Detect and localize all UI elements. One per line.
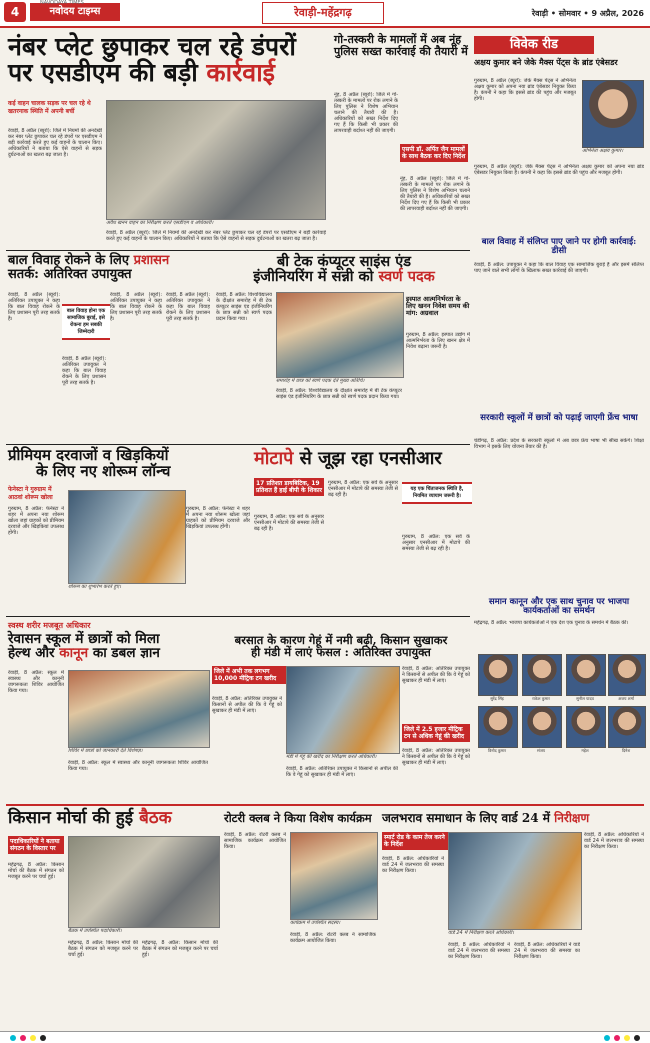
registration-mark bbox=[624, 1035, 630, 1041]
rotary-headline: रोटरी क्लब ने किया विशेष कार्यक्रम bbox=[224, 811, 372, 825]
portrait-4-name: अजय शर्मा bbox=[618, 696, 634, 701]
premium-photo bbox=[68, 490, 186, 584]
wheat-body: रेवाड़ी, 8 अप्रैल: अतिरिक्त उपायुक्त ने किसानों से अपील की कि वे गेहूं को सुखाकर ही मंडी में लाएं। bbox=[212, 696, 282, 714]
page-header bbox=[0, 0, 650, 28]
atmanirbhar-headline: इस्पात आत्मनिर्भरता के लिए खनन निवेश समय की मांग: अग्रवाल bbox=[406, 295, 470, 317]
rotary-photo bbox=[290, 832, 378, 920]
kisan-headline: किसान मोर्चा की हुई बैठक bbox=[8, 808, 172, 828]
edition-note: NAVODAYA TIMES bbox=[40, 0, 84, 6]
health-headline: रेवासन स्कूल में छात्रों को मिला हेल्थ और कानून का डबल ज्ञान bbox=[8, 631, 160, 662]
marriage-headline: बाल विवाह में संलिप्त पाए जाने पर होगी कार्रवाई: डीसी bbox=[481, 237, 637, 256]
lead-headline: नंबर प्लेट छुपाकर चल रहे डंपरों पर एसडीएम की बड़ी कार्रवाई bbox=[8, 32, 296, 88]
child-pullquote: बाल विवाह होना एक सामाजिक बुराई, इसे रोकना हम सबकी जिम्मेदारी bbox=[62, 304, 110, 340]
dateline: रेवाड़ी • सोमवार • 9 अप्रैल, 2026 bbox=[531, 9, 644, 18]
child-body-4: रेवाड़ी, 8 अप्रैल (ब्यूरो): अतिरिक्त उपायुक्त ने कहा कि बाल विवाह रोकने के लिए प्रशासन पूरी तरह सतर्क है। bbox=[166, 292, 210, 322]
obesity-body-2: गुरुग्राम, 8 अप्रैल: एक सर्वे के अनुसार एनसीआर में मोटापे की समस्या तेजी से बढ़ रही है। bbox=[328, 480, 398, 498]
obesity-quote: यह एक चिंताजनक स्थिति है, नियमित व्यायाम जरूरी है। bbox=[402, 482, 472, 504]
vivek-body: गुरुग्राम, 8 अप्रैल (ब्यूरो): जेके मैक्स पेंट्स ने अभिनेता अक्षय कुमार को अपना नया ब्रांड एंबेसडर नियुक्त किया है। कंपनी ने कहा कि इससे ब्रांड की पहुंच और मजबूत होगी। bbox=[474, 78, 576, 102]
registration-mark bbox=[20, 1035, 26, 1041]
premium-body: गुरुग्राम, 8 अप्रैल: फेनेस्टा ने शहर में अपना नया शोरूम खोला जहां ग्राहकों को प्रीमियम दरवाजे और खिड़कियां उपलब्ध होंगी। bbox=[8, 506, 64, 536]
portrait-6 bbox=[522, 706, 562, 748]
water-body: रेवाड़ी, 8 अप्रैल: अधिकारियों ने वार्ड 24 में जलभराव की समस्या का निरीक्षण किया। bbox=[382, 856, 444, 874]
vivek-headline: अक्षय कुमार बने जेके मैक्स पेंट्स के ब्रांड एंबेसडर bbox=[474, 57, 618, 67]
wheat-sub-2: जिले में 2.5 हजार मीट्रिक टन से अधिक गेहूं की खरीद bbox=[402, 724, 470, 742]
child-body: रेवाड़ी, 8 अप्रैल (ब्यूरो): अतिरिक्त उपायुक्त ने कहा कि बाल विवाह रोकने के लिए प्रशासन पूरी तरह सतर्क है। bbox=[8, 292, 60, 322]
btech-caption: समारोह में छात्र को स्वर्ण पदक देते मुख्य अतिथि। bbox=[276, 378, 365, 384]
wheat-body-4: रेवाड़ी, 8 अप्रैल: अतिरिक्त उपायुक्त ने किसानों से अपील की कि वे गेहूं को सुखाकर ही मंडी में लाएं। bbox=[402, 748, 470, 766]
kisan-body: महेंद्रगढ़, 8 अप्रैल: किसान मोर्चा की बैठक में संगठन को मजबूत करने पर चर्चा हुई। bbox=[8, 862, 64, 880]
registration-mark bbox=[30, 1035, 36, 1041]
child-body-3: रेवाड़ी, 8 अप्रैल (ब्यूरो): अतिरिक्त उपायुक्त ने कहा कि बाल विवाह रोकने के लिए प्रशासन पूरी तरह सतर्क है। bbox=[110, 292, 162, 322]
portrait-2-name: राकेश कुमार bbox=[532, 696, 550, 701]
health-caption: शिविर में छात्रों को जानकारी देते विशेषज्ञ। bbox=[68, 748, 143, 754]
wheat-sub: जिले में अभी तक लगभग 10,000 मीट्रिक टन खरीद bbox=[212, 666, 286, 684]
btech-photo bbox=[276, 292, 404, 378]
water-headline: जलभराव समाधान के लिए वार्ड 24 में निरीक्षण bbox=[382, 811, 590, 825]
child-body-2: रेवाड़ी, 8 अप्रैल (ब्यूरो): अतिरिक्त उपायुक्त ने कहा कि बाल विवाह रोकने के लिए प्रशासन पूरी तरह सतर्क है। bbox=[62, 356, 106, 386]
cow-body: नूंह, 8 अप्रैल (ब्यूरो): जिले में गो-तस्करी के मामलों पर रोक लगाने के लिए पुलिस ने विशेष अभियान चलाने की तैयारी की है। अधिकारियों को सख्त निर्देश दिए गए हैं कि किसी भी प्रकार की लापरवाही बर्दाश्त नहीं की जाएगी। bbox=[334, 92, 398, 134]
obesity-body-3: गुरुग्राम, 8 अप्रैल: एक सर्वे के अनुसार एनसीआर में मोटापे की समस्या तेजी से बढ़ रही है। bbox=[402, 534, 470, 552]
obesity-headline: मोटापे से जूझ रहा एनसीआर bbox=[254, 448, 442, 469]
child-headline: बाल विवाह रोकने के लिए प्रशासन सतर्क: अतिरिक्त उपायुक्त bbox=[8, 253, 170, 282]
portrait-7-name: महेश bbox=[581, 748, 589, 753]
portrait-3-name: सुनील यादव bbox=[576, 696, 594, 701]
portrait-1 bbox=[478, 654, 518, 696]
rotary-body-2: रेवाड़ी, 8 अप्रैल: रोटरी क्लब ने सामाजिक कार्यक्रम आयोजित किया। bbox=[290, 932, 376, 944]
registration-mark bbox=[614, 1035, 620, 1041]
divider bbox=[6, 444, 470, 445]
portrait-5-name: विनोद कुमार bbox=[487, 748, 507, 753]
btech-body: रेवाड़ी, 8 अप्रैल: विश्वविद्यालय के दीक्षांत समारोह में बी टेक कंप्यूटर साइंस एंड इंजीनियरिंग के छात्र सन्नी को स्वर्ण पदक प्रदान किया गया। bbox=[216, 292, 272, 322]
cow-sub: एसपी डॉ. अर्पित जैन मामलों के साथ बैठक कर दिए निर्देश bbox=[400, 144, 468, 162]
portrait-6-name: संजय bbox=[537, 748, 545, 753]
premium-headline: प्रीमियम दरवाजों व खिड़कियों के लिए नए शोरूम लॉन्च bbox=[8, 446, 171, 480]
wheat-body-3: रेवाड़ी, 8 अप्रैल: अतिरिक्त उपायुक्त ने किसानों से अपील की कि वे गेहूं को सुखाकर ही मंडी में लाएं। bbox=[402, 666, 470, 684]
lead-subhead: कई वाहन चालक सड़क पर चल रहे थे खतरनाक स्थिति में अपनी बचीं bbox=[8, 100, 91, 115]
divider bbox=[6, 250, 470, 251]
lead-photo bbox=[106, 100, 326, 220]
vivek-caption: अभिनेता अक्षय कुमार। bbox=[582, 148, 624, 154]
obesity-body: गुरुग्राम, 8 अप्रैल: एक सर्वे के अनुसार एनसीआर में मोटापे की समस्या तेजी से बढ़ रही है। bbox=[254, 514, 324, 532]
rotary-caption: कार्यक्रम में उपस्थित सदस्य। bbox=[290, 920, 341, 926]
water-body-4: रेवाड़ी, 8 अप्रैल: अधिकारियों ने वार्ड 24 में जलभराव की समस्या का निरीक्षण किया। bbox=[584, 832, 644, 850]
premium-body-2: गुरुग्राम, 8 अप्रैल: फेनेस्टा ने शहर में अपना नया शोरूम खोला जहां ग्राहकों को प्रीमियम दरवाजे और खिड़कियां उपलब्ध होंगी। bbox=[186, 506, 250, 530]
portrait-2 bbox=[522, 654, 562, 696]
premium-caption: शोरूम का शुभारंभ करते हुए। bbox=[68, 584, 121, 590]
portrait-5 bbox=[478, 706, 518, 748]
portrait-8 bbox=[608, 706, 646, 748]
wheat-photo bbox=[286, 666, 400, 754]
registration-mark bbox=[604, 1035, 610, 1041]
lead-body-cont: रेवाड़ी, 8 अप्रैल (ब्यूरो): जिले में नियमों की अनदेखी कर नंबर प्लेट छुपाकर चल रहे डंपरों पर एसडीएम ने बड़ी कार्रवाई करते हुए कई वाहनों के चालान किए। अधिकारियों ने बताया कि ऐसे वाहनों से सड़क दुर्घटनाओं का खतरा बढ़ जाता है। bbox=[106, 230, 326, 242]
cow-headline: गो-तस्करी के मामलों में अब नूंह पुलिस सख्त कार्रवाई की तैयारी में bbox=[334, 33, 468, 58]
masthead-logo: नवोदय टाइम्स bbox=[30, 3, 120, 21]
wheat-headline: बरसात के कारण गेहूं में नमी बढ़ी, किसान सुखाकर ही मंडी में लाएं फसल : अतिरिक्त उपायुक्त bbox=[234, 633, 448, 660]
btech-body-2: रेवाड़ी, 8 अप्रैल: विश्वविद्यालय के दीक्षांत समारोह में बी टेक कंप्यूटर साइंस एंड इंजीनियरिंग के छात्र सन्नी को स्वर्ण पदक प्रदान किया गया। bbox=[276, 388, 402, 400]
french-body: चंडीगढ़, 8 अप्रैल: प्रदेश के सरकारी स्कूलों में अब छात्र फ्रेंच भाषा भी सीख सकेंगे। शिक्षा विभाग ने इसके लिए योजना तैयार की है। bbox=[474, 438, 644, 450]
registration-mark bbox=[634, 1035, 640, 1041]
health-photo bbox=[68, 670, 210, 748]
kisan-body-3: महेंद्रगढ़, 8 अप्रैल: किसान मोर्चा की बैठक में संगठन को मजबूत करने पर चर्चा हुई। bbox=[142, 940, 218, 958]
lead-body: रेवाड़ी, 8 अप्रैल (ब्यूरो): जिले में नियमों की अनदेखी कर नंबर प्लेट छुपाकर चल रहे डंपरों पर एसडीएम ने बड़ी कार्रवाई करते हुए कई वाहनों के चालान किए। अधिकारियों ने बताया कि ऐसे वाहनों से सड़क दुर्घटनाओं का खतरा बढ़ जाता है। bbox=[8, 128, 102, 158]
btech-headline: बी टेक कंप्यूटर साइंस एंड इंजीनियरिंग में सन्नी को स्वर्ण पदक bbox=[253, 253, 435, 286]
kisan-body-2: महेंद्रगढ़, 8 अप्रैल: किसान मोर्चा की बैठक में संगठन को मजबूत करने पर चर्चा हुई। bbox=[68, 940, 138, 958]
water-sub: स्मार्ट रोड के काम तेज करने के निर्देश bbox=[382, 832, 448, 850]
page-footer bbox=[0, 1031, 650, 1043]
election-headline: समान कानून और एक साथ चुनाव पर भाजपा कार्यकर्ताओं का समर्थन bbox=[488, 597, 630, 616]
portrait-8-name: दिनेश bbox=[621, 748, 631, 753]
section-title: रेवाड़ी-महेंद्रगढ़ bbox=[262, 2, 384, 24]
cow-body-2: नूंह, 8 अप्रैल (ब्यूरो): जिले में गो-तस्करी के मामलों पर रोक लगाने के लिए पुलिस ने विशेष अभियान चलाने की तैयारी की है। अधिकारियों को सख्त निर्देश दिए गए हैं कि किसी भी प्रकार की लापरवाही बर्दाश्त नहीं की जाएगी। bbox=[400, 176, 470, 212]
premium-sub: फेनेस्टा ने गुरुग्राम में आठवां शोरूम खोला bbox=[8, 486, 53, 501]
registration-mark bbox=[40, 1035, 46, 1041]
registration-mark bbox=[10, 1035, 16, 1041]
vivek-read-banner: विवेक रीड bbox=[474, 36, 594, 54]
akshay-portrait bbox=[582, 80, 644, 148]
page-number: 4 bbox=[4, 2, 26, 22]
kisan-photo bbox=[68, 836, 220, 928]
divider bbox=[6, 616, 470, 617]
rotary-body: रेवाड़ी, 8 अप्रैल: रोटरी क्लब ने सामाजिक कार्यक्रम आयोजित किया। bbox=[224, 832, 286, 850]
marriage-body: रेवाड़ी, 8 अप्रैल: उपायुक्त ने कहा कि बाल विवाह एक सामाजिक बुराई है और इसमें संलिप्त पाए जाने वाले सभी लोगों के खिलाफ सख्त कार्रवाई की जाएगी। bbox=[474, 262, 644, 274]
kisan-sub: पदाधिकारियों ने बताया संगठन के विस्तार पर bbox=[8, 836, 64, 854]
water-body-2: रेवाड़ी, 8 अप्रैल: अधिकारियों ने वार्ड 24 में जलभराव की समस्या का निरीक्षण किया। bbox=[448, 942, 510, 960]
french-headline: सरकारी स्कूलों में छात्रों को पढ़ाई जाएगी फ्रेंच भाषा bbox=[480, 413, 638, 423]
lead-caption: अवैध खनन वाहन का निरीक्षण करते एसडीएम व अधिकारी। bbox=[106, 220, 214, 226]
atmanirbhar-body: गुरुग्राम, 8 अप्रैल: इस्पात उद्योग में आत्मनिर्भरता के लिए खनन क्षेत्र में निवेश बढ़ाना जरूरी है। bbox=[406, 332, 470, 350]
portrait-3 bbox=[566, 654, 606, 696]
wheat-body-2: रेवाड़ी, 8 अप्रैल: अतिरिक्त उपायुक्त ने किसानों से अपील की कि वे गेहूं को सुखाकर ही मंडी में लाएं। bbox=[286, 766, 398, 778]
election-body: महेंद्रगढ़, 8 अप्रैल: भाजपा कार्यकर्ताओं ने एक देश एक चुनाव के समर्थन में बैठक की। bbox=[474, 620, 629, 626]
kisan-caption: बैठक में उपस्थित पदाधिकारी। bbox=[68, 928, 122, 934]
portrait-4 bbox=[608, 654, 646, 696]
health-kicker: स्वस्थ शरीर मजबूत अधिकार bbox=[8, 621, 91, 630]
vivek-body-2: गुरुग्राम, 8 अप्रैल (ब्यूरो): जेके मैक्स पेंट्स ने अभिनेता अक्षय कुमार को अपना नया ब्रांड एंबेसडर नियुक्त किया है। कंपनी ने कहा कि इससे ब्रांड की पहुंच और मजबूत होगी। bbox=[474, 164, 644, 176]
wheat-caption: मंडी में गेहूं की खरीद का निरीक्षण करते अधिकारी। bbox=[286, 754, 377, 760]
water-caption: वार्ड 24 में निरीक्षण करते अधिकारी। bbox=[448, 930, 514, 936]
obesity-sub: 17 प्रतिशत डायबिटिक, 19 प्रतिशत हैं हाई बीपी के शिकार bbox=[256, 480, 323, 494]
health-body: रेवाड़ी, 8 अप्रैल: स्कूल में स्वास्थ्य और कानूनी जागरूकता शिविर आयोजित किया गया। bbox=[8, 670, 64, 694]
portrait-1-name: सुरेंद्र सिंह bbox=[490, 696, 504, 701]
water-photo bbox=[448, 832, 582, 930]
health-body-2: रेवाड़ी, 8 अप्रैल: स्कूल में स्वास्थ्य और कानूनी जागरूकता शिविर आयोजित किया गया। bbox=[68, 760, 208, 772]
portrait-7 bbox=[566, 706, 606, 748]
divider bbox=[6, 804, 644, 806]
water-body-3: रेवाड़ी, 8 अप्रैल: अधिकारियों ने वार्ड 24 में जलभराव की समस्या का निरीक्षण किया। bbox=[514, 942, 580, 960]
